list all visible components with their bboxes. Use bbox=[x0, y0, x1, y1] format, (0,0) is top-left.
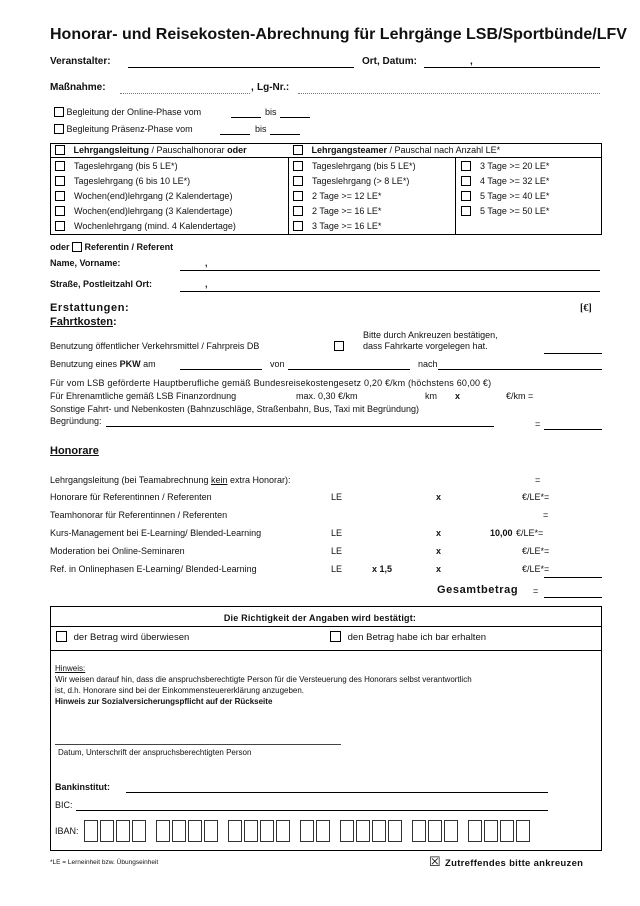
options-divider bbox=[50, 650, 602, 651]
honorar-unit: €/LE*= bbox=[522, 492, 550, 502]
bic-field[interactable] bbox=[76, 810, 548, 811]
begleitung-online-row bbox=[54, 107, 201, 117]
grid-col1-item: Tageslehrgang (6 bis 10 LE*) bbox=[55, 174, 236, 189]
strasse-label: Straße, Postleitzahl Ort: bbox=[50, 279, 153, 289]
honorar-rate: 10,00 bbox=[490, 528, 513, 538]
hinweis-title: Hinweis: bbox=[55, 664, 86, 673]
iban-digit-box[interactable] bbox=[484, 820, 498, 842]
zutreffendes-label: Zutreffendes bitte ankreuzen bbox=[445, 858, 584, 869]
begleitung-online-to[interactable] bbox=[280, 117, 310, 118]
honorar-unit: = bbox=[543, 510, 549, 520]
begleitung-praesenz-row bbox=[54, 124, 193, 134]
sonstige-amount-field[interactable] bbox=[544, 429, 602, 430]
pkw-date-field[interactable] bbox=[180, 369, 262, 370]
bar-checkbox[interactable] bbox=[330, 631, 341, 642]
ehren-max: max. 0,30 €/km bbox=[296, 391, 358, 401]
grid-col2-checkbox[interactable] bbox=[293, 206, 303, 216]
honorar-label: Moderation bei Online-Seminaren bbox=[50, 546, 185, 556]
name-field[interactable] bbox=[180, 270, 600, 271]
lehrgangsleitung-eq: = bbox=[535, 475, 541, 485]
pauschalhonorar-label: / Pauschalhonorar bbox=[149, 145, 228, 155]
bar-label: den Betrag habe ich bar erhalten bbox=[347, 632, 487, 643]
begleitung-praesenz-to[interactable] bbox=[270, 134, 300, 135]
ort-datum-comma: , bbox=[470, 56, 473, 67]
iban-digit-box[interactable] bbox=[276, 820, 290, 842]
grid-col1-item: Wochen(end)lehrgang (3 Kalendertage) bbox=[55, 204, 236, 219]
honorar-unit: €/LE*= bbox=[522, 546, 550, 556]
lgnr-field[interactable] bbox=[298, 93, 600, 94]
grid-oder-label: oder bbox=[227, 145, 247, 155]
honorar-le: LE bbox=[331, 564, 343, 574]
lehrgangsteamer-label: Lehrgangsteamer bbox=[311, 145, 388, 155]
lsb-text: Für vom LSB geförderte Hauptberufliche gemäß Bundesreisekostengesetz 0,20 €/km (höchstens 60,00 €) bbox=[50, 378, 492, 388]
grid-col2-checkbox[interactable] bbox=[293, 161, 303, 171]
honorar-le: LE bbox=[331, 492, 343, 502]
ort-datum-label: Ort, Datum: bbox=[362, 56, 417, 67]
iban-digit-box[interactable] bbox=[132, 820, 146, 842]
confirmation-divider bbox=[50, 626, 602, 627]
gesamtbetrag-field[interactable] bbox=[544, 597, 602, 598]
grid-col2-item: Tageslehrgang (bis 5 LE*) bbox=[293, 159, 416, 174]
pauschal-le-label: / Pauschal nach Anzahl LE* bbox=[387, 145, 501, 155]
iban-digit-box[interactable] bbox=[428, 820, 442, 842]
iban-digit-box[interactable] bbox=[116, 820, 130, 842]
pkw-von-field[interactable] bbox=[288, 369, 410, 370]
iban-label: IBAN: bbox=[55, 826, 79, 836]
fahrkarte-checkbox[interactable] bbox=[334, 341, 344, 351]
iban-digit-box[interactable] bbox=[388, 820, 402, 842]
grid-col3-checkbox[interactable] bbox=[461, 191, 471, 201]
iban-digit-box[interactable] bbox=[244, 820, 258, 842]
signature-label: Datum, Unterschrift der anspruchsberechtigten Person bbox=[58, 748, 252, 757]
grid-col2-list bbox=[293, 159, 416, 234]
confirmation-title: Die Richtigkeit der Angaben wird bestätigt: bbox=[223, 613, 417, 623]
grid-col1-item: Wochen(end)lehrgang (2 Kalendertage) bbox=[55, 189, 236, 204]
honorar-x: x bbox=[436, 492, 442, 502]
sonstige-eq: = bbox=[535, 419, 541, 429]
referent-checkbox[interactable] bbox=[72, 242, 82, 252]
km-x: x bbox=[455, 391, 461, 401]
begleitung-online-from[interactable] bbox=[231, 117, 261, 118]
honorar-x: x bbox=[436, 564, 442, 574]
grid-col3-checkbox[interactable] bbox=[461, 206, 471, 216]
iban-digit-box[interactable] bbox=[260, 820, 274, 842]
oeff-label: Benutzung öffentlicher Verkehrsmittel / Fahrpreis DB bbox=[50, 341, 260, 351]
honorar-label: Honorare für Referentinnen / Referenten bbox=[50, 492, 212, 502]
honorar-mult: x 1,5 bbox=[372, 564, 393, 574]
currency-label: [€] bbox=[580, 303, 592, 314]
strasse-field[interactable] bbox=[180, 291, 600, 292]
ueberweisen-option bbox=[56, 631, 189, 643]
bar-option bbox=[330, 631, 486, 643]
iban-digit-box[interactable] bbox=[340, 820, 354, 842]
grid-col3-item: 5 Tage >= 40 LE* bbox=[461, 189, 549, 204]
grid-col2-item: 2 Tage >= 12 LE* bbox=[293, 189, 416, 204]
name-comma: , bbox=[205, 258, 208, 268]
referent-oder: oder bbox=[50, 242, 70, 252]
begleitung-praesenz-label: Begleitung Präsenz-Phase vom bbox=[66, 124, 193, 134]
grid-col3-list bbox=[461, 159, 549, 219]
honorar-x: x bbox=[436, 546, 442, 556]
iban-digit-box[interactable] bbox=[500, 820, 514, 842]
honorar-label: Kurs-Management bei E-Learning/ Blended-Learning bbox=[50, 528, 262, 538]
iban-digit-box[interactable] bbox=[516, 820, 530, 842]
sonstige-text: Sonstige Fahrt- und Nebenkosten (Bahnzuschläge, Straßenbahn, Bus, Taxi mit Begründung) bbox=[50, 404, 420, 414]
iban-digit-box[interactable] bbox=[356, 820, 370, 842]
grid-col3-checkbox[interactable] bbox=[461, 161, 471, 171]
bitte-line2: dass Fahrkarte vorgelegen hat. bbox=[363, 341, 488, 351]
grid-col1-checkbox[interactable] bbox=[55, 176, 65, 186]
begruendung-field[interactable] bbox=[106, 426, 494, 427]
grid-head1 bbox=[55, 145, 247, 155]
iban-digit-box[interactable] bbox=[84, 820, 98, 842]
grid-col2-checkbox[interactable] bbox=[293, 176, 303, 186]
honorar-le: LE bbox=[331, 546, 343, 556]
veranstalter-field[interactable] bbox=[128, 67, 354, 68]
hinweis-line1: Wir weisen darauf hin, dass die anspruchsberechtigte Person für die Versteuerung des Honorars selbst verantwortlich bbox=[55, 675, 472, 684]
grid-col1-item: Wochenlehrgang (mind. 4 Kalendertage) bbox=[55, 219, 236, 234]
iban-digit-box[interactable] bbox=[468, 820, 482, 842]
pkw-nach-label: nach bbox=[418, 359, 438, 369]
begleitung-online-bis: bis bbox=[265, 107, 277, 117]
checked-box-icon: ☒ bbox=[429, 854, 441, 869]
grid-col2-item: Tageslehrgang (> 8 LE*) bbox=[293, 174, 416, 189]
massnahme-label: Maßnahme: bbox=[50, 82, 106, 93]
lgnr-comma: , bbox=[251, 82, 254, 93]
iban-digit-box[interactable] bbox=[316, 820, 330, 842]
honorar-x: x bbox=[436, 528, 442, 538]
honorar-sum-line bbox=[544, 577, 602, 578]
grid-col2-checkbox[interactable] bbox=[293, 191, 303, 201]
lgnr-label: Lg-Nr.: bbox=[257, 82, 290, 93]
iban-digit-box[interactable] bbox=[100, 820, 114, 842]
gesamtbetrag-label: Gesamtbetrag bbox=[437, 584, 519, 596]
honorar-unit: €/LE*= bbox=[522, 564, 550, 574]
hinweis-line3: Hinweis zur Sozialversicherungspflicht auf der Rückseite bbox=[55, 697, 273, 706]
ueberweisen-label: der Betrag wird überwiesen bbox=[73, 632, 190, 643]
form-title: Honorar- und Reisekosten-Abrechnung für Lehrgänge LSB/Sportbünde/LFV bbox=[50, 26, 627, 43]
gesamtbetrag-eq: = bbox=[533, 586, 539, 596]
bank-label: Bankinstitut: bbox=[55, 782, 110, 792]
iban-digit-box[interactable] bbox=[228, 820, 242, 842]
iban-digit-box[interactable] bbox=[156, 820, 170, 842]
veranstalter-label: Veranstalter: bbox=[50, 56, 111, 67]
bic-label: BIC: bbox=[55, 800, 73, 810]
grid-col3-checkbox[interactable] bbox=[461, 176, 471, 186]
per-km-label: €/km = bbox=[506, 391, 534, 401]
ehren-text: Für Ehrenamtliche gemäß LSB Finanzordnung bbox=[50, 391, 237, 401]
iban-digit-box[interactable] bbox=[444, 820, 458, 842]
begruendung-label: Begründung: bbox=[50, 416, 102, 426]
iban-digit-box[interactable] bbox=[412, 820, 426, 842]
grid-col3-item: 3 Tage >= 20 LE* bbox=[461, 159, 549, 174]
hinweis-line2: ist, d.h. Honorare sind bei der Einkommensteuererklärung anzugeben. bbox=[55, 686, 305, 695]
grid-col1-list bbox=[55, 159, 236, 234]
massnahme-field[interactable] bbox=[120, 93, 250, 94]
honorar-label: Teamhonorar für Referentinnen / Referenten bbox=[50, 510, 228, 520]
ort-datum-field[interactable] bbox=[424, 67, 600, 68]
iban-digit-box[interactable] bbox=[204, 820, 218, 842]
begleitung-praesenz-bis: bis bbox=[255, 124, 267, 134]
begleitung-praesenz-from[interactable] bbox=[220, 134, 250, 135]
grid-col1-checkbox[interactable] bbox=[55, 206, 65, 216]
km-label: km bbox=[425, 391, 437, 401]
erstattungen-title: Erstattungen: bbox=[50, 302, 130, 314]
begleitung-praesenz-checkbox[interactable] bbox=[54, 124, 64, 134]
strasse-comma: , bbox=[205, 279, 208, 289]
grid-col3-item: 4 Tage >= 32 LE* bbox=[461, 174, 549, 189]
lehrgangsleitung-label: Lehrgangsleitung bbox=[73, 145, 150, 155]
grid-col1-checkbox[interactable] bbox=[55, 191, 65, 201]
pkw-von-label: von bbox=[270, 359, 285, 369]
pkw-row: Benutzung eines PKW am bbox=[50, 359, 156, 369]
grid-col2-item: 2 Tage >= 16 LE* bbox=[293, 204, 416, 219]
bitte-line1: Bitte durch Ankreuzen bestätigen, bbox=[363, 330, 498, 340]
iban-digit-box[interactable] bbox=[300, 820, 314, 842]
iban-digit-box[interactable] bbox=[372, 820, 386, 842]
referent-row bbox=[50, 242, 173, 252]
iban-digit-box[interactable] bbox=[172, 820, 186, 842]
honorare-title: Honorare bbox=[50, 445, 99, 457]
lehrgangsteamer-checkbox[interactable] bbox=[293, 145, 303, 155]
begleitung-online-checkbox[interactable] bbox=[54, 107, 64, 117]
iban-digit-box[interactable] bbox=[188, 820, 202, 842]
grid-col2-checkbox[interactable] bbox=[293, 221, 303, 231]
grid-col3-item: 5 Tage >= 50 LE* bbox=[461, 204, 549, 219]
begleitung-online-label: Begleitung der Online-Phase vom bbox=[66, 107, 202, 117]
ueberweisen-checkbox[interactable] bbox=[56, 631, 67, 642]
grid-col1-checkbox[interactable] bbox=[55, 161, 65, 171]
honorar-label: Ref. in Onlinephasen E-Learning/ Blended-Learning bbox=[50, 564, 257, 574]
oeff-amount-field[interactable] bbox=[544, 353, 602, 354]
grid-col1-item: Tageslehrgang (bis 5 LE*) bbox=[55, 159, 236, 174]
lehrgangsleitung-honorar-row: Lehrgangsleitung (bei Teamabrechnung kein extra Honorar): bbox=[50, 475, 291, 485]
lehrgangsleitung-checkbox[interactable] bbox=[55, 145, 65, 155]
le-footnote: *LE = Lerneinheit bzw. Übungseinheit bbox=[50, 859, 159, 866]
signature-line[interactable] bbox=[55, 744, 341, 745]
pkw-nach-field[interactable] bbox=[438, 369, 602, 370]
grid-head2 bbox=[293, 145, 500, 155]
honorar-le: LE bbox=[331, 528, 343, 538]
grid-col1-checkbox[interactable] bbox=[55, 221, 65, 231]
name-label: Name, Vorname: bbox=[50, 258, 121, 268]
grid-col2-item: 3 Tage >= 16 LE* bbox=[293, 219, 416, 234]
bank-field[interactable] bbox=[126, 792, 548, 793]
honorar-unit: €/LE*= bbox=[516, 528, 544, 538]
fahrtkosten-title: Fahrtkosten: bbox=[50, 316, 117, 328]
referent-label: Referentin / Referent bbox=[84, 242, 174, 252]
